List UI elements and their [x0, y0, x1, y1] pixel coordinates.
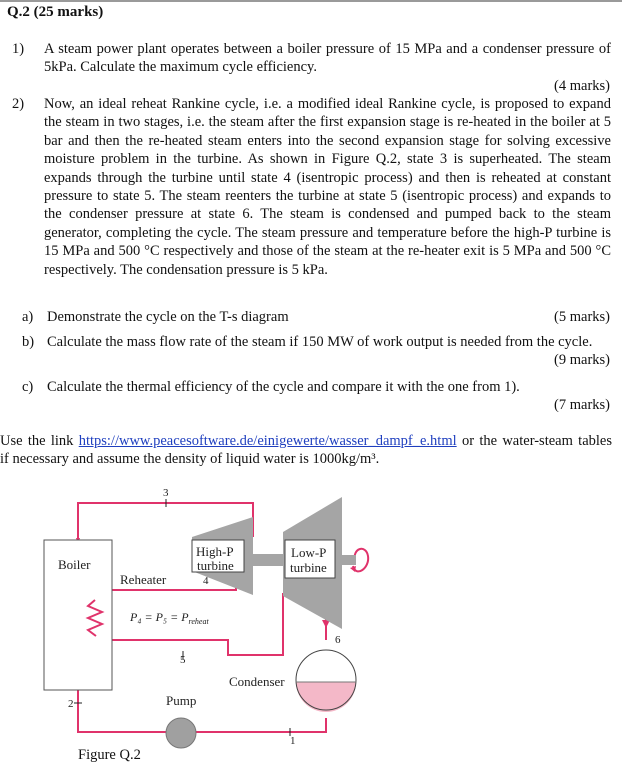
reheat-rankine-diagram — [0, 478, 622, 767]
hp-turbine-label-2: turbine — [197, 558, 234, 573]
q2-text: Now, an ideal reheat Rankine cycle, i.e. a modified ideal Rankine cycle, is proposed to expand the steam in two stages, i.e. the steam after the first expansion stage is re-heated in the boiler at 5 bar and then the re-heated steam enters into the second expansion stage for solving excessive moisture problem in the turbine. As shown in Figure Q.2, state 3 is superheated. The steam expands through the turbine until state 4 (isentropic process) and then is reheated at constant pressure to state 5. The steam reenters the turbine at state 5 (isentropic process) and expands to the condenser pressure at state 6. The steam is condensed and pumped back to the steam generator, completing the cycle. The steam pressure and temperature before the high-P turbine is 15 MPa and 500 °C respectively and those of the steam at the re-heater exit is 5 MPa and 500 °C respectively. The condensation pressure is 5 kPa. — [44, 96, 611, 278]
pipe-state-1 — [196, 718, 326, 732]
state-5-label: 5 — [180, 654, 186, 666]
note-prefix: Use the link — [0, 433, 79, 449]
state-4-label: 4 — [203, 575, 209, 587]
part-b-marks: (9 marks) — [554, 352, 610, 368]
output-shaft — [342, 555, 356, 565]
part-a-text: Demonstrate the cycle on the T-s diagram — [47, 309, 289, 325]
pump-label: Pump — [166, 693, 197, 708]
pump-body — [166, 718, 196, 748]
q2-number: 2) — [12, 96, 25, 112]
question-heading: Q.2 (25 marks) — [7, 4, 104, 20]
top-border — [0, 0, 622, 2]
part-c-text: Calculate the thermal efficiency of the cycle and compare it with the one from 1). — [47, 379, 520, 395]
turbine-shaft — [253, 554, 283, 566]
part-b-text: Calculate the mass flow rate of the steam if 150 MW of work output is needed from the cycle. — [47, 334, 593, 350]
pressure-equality-sub: reheat — [188, 617, 209, 626]
q1-number: 1) — [12, 41, 25, 57]
state-6-label: 6 — [335, 634, 341, 646]
note-suffix: or the water-steam tables if necessary and assume the density of liquid water is 1000kg/m³. — [0, 433, 612, 468]
condenser-water — [296, 682, 356, 712]
part-b-label: b) — [22, 334, 35, 350]
steam-table-note — [0, 432, 612, 469]
q1-marks: (4 marks) — [554, 78, 610, 94]
q1-text: A steam power plant operates between a boiler pressure of 15 MPa and a condenser pressure of 5kPa. Calculate the maximum cycle efficiency. — [44, 41, 611, 76]
state-2-label: 2 — [68, 698, 74, 710]
hp-turbine-label-1: High-P — [196, 544, 234, 559]
pressure-equality-text: P₄ = P₅ = P — [130, 610, 189, 624]
state-3-label: 3 — [163, 487, 169, 499]
lp-turbine-label-2: turbine — [290, 560, 327, 575]
steam-table-link[interactable]: https://www.peacesoftware.de/einigewerte/wasser_dampf_e.html — [78, 433, 457, 449]
part-c-label: c) — [22, 379, 34, 395]
part-c-marks: (7 marks) — [554, 397, 610, 413]
lp-turbine-label-1: Low-P — [291, 545, 327, 560]
boiler-label: Boiler — [58, 557, 91, 572]
state-1-label: 1 — [290, 735, 296, 747]
part-a-marks: (5 marks) — [554, 309, 610, 325]
reheater-label: Reheater — [120, 572, 167, 587]
condenser-label: Condenser — [229, 674, 285, 689]
figure-caption: Figure Q.2 — [78, 747, 141, 763]
pressure-equality — [129, 610, 209, 626]
pipe-state-2 — [78, 690, 166, 732]
part-a-label: a) — [22, 309, 34, 325]
